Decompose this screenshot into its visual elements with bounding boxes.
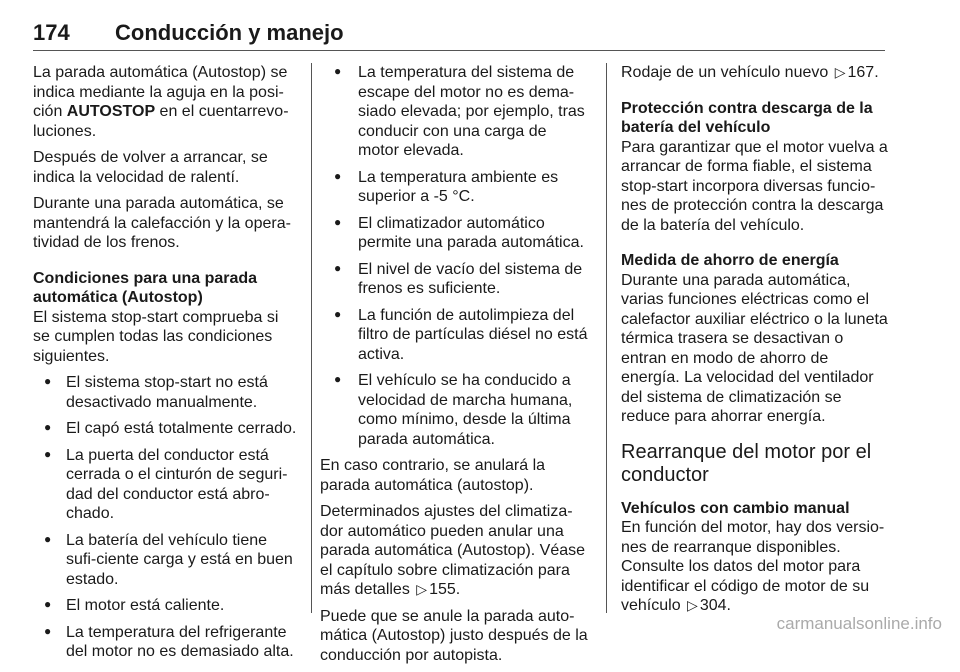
column-3	[621, 63, 889, 623]
column-divider-1	[311, 63, 312, 613]
subheading-manual-transmission: Vehículos con cambio manual	[621, 499, 850, 517]
column-1	[33, 63, 299, 669]
list-item: ● La temperatura del sistema de escape del motor no es dema-siado elevada; por ejemplo, tras conducir con una carga de motor elevada.	[320, 63, 590, 161]
paragraph-heating-brakes: Durante una parada automática, se mantendrá la calefacción y la opera-tividad de los frenos.	[33, 195, 291, 251]
paragraph-system-checks: El sistema stop-start comprueba si se cumplen todas las condiciones siguientes.	[33, 308, 279, 365]
paragraph-autostop-indicator: La parada automática (Autostop) se indica mediante la aguja en la posi-ción AUTOSTOP en el cuentarrevo-luciones.	[33, 64, 289, 140]
subheading-battery-protection: Protección contra descarga de la batería del vehículo	[621, 99, 873, 136]
list-item: ● El nivel de vacío del sistema de frenos es suficiente.	[320, 260, 590, 299]
paragraph-battery-protection: Para garantizar que el motor vuelva a arrancar de forma fiable, el sistema stop-start incorpora diversas funcio-nes de protección contra la descarga de la batería del vehículo.	[621, 138, 888, 234]
column-divider-2	[606, 63, 607, 613]
subheading-energy-saving: Medida de ahorro de energía	[621, 252, 839, 269]
paragraph-climate-settings: Determinados ajustes del climatiza-dor automático pueden anular una parada automática (Autostop). Véase el capítulo sobre climatización para más detalles ▷ 155.	[320, 503, 586, 598]
list-item: ● La temperatura ambiente es superior a -5 °C.	[320, 168, 590, 207]
reference-arrow-icon: ▷	[687, 597, 698, 613]
autostop-label: AUTOSTOP	[66, 103, 156, 120]
column-2	[320, 63, 590, 672]
list-item: ● La puerta del conductor está cerrada o el cinturón de seguri-dad del conductor está abro-chado.	[33, 446, 299, 524]
paragraph-highway: Puede que se anule la parada auto-mática (Autostop) justo después de la conducción por autopista.	[320, 607, 588, 664]
list-item: ● La función de autolimpieza del filtro de partículas diésel no está activa.	[320, 306, 590, 365]
watermark: carmanualsonline.info	[776, 614, 942, 633]
page-number: 174	[33, 20, 70, 45]
list-item: ● El capó está totalmente cerrado.	[33, 419, 299, 439]
list-item: ● La temperatura del refrigerante del motor no es demasiado alta.	[33, 623, 299, 662]
paragraph-break-in: Rodaje de un vehículo nuevo ▷ 167.	[621, 64, 879, 81]
paragraph-restart-versions: En función del motor, hay dos versio-nes de rearranque disponibles. Consulte los datos del motor para identificar el código de motor de su vehículo ▷ 304.	[621, 519, 885, 614]
list-item: ● El motor está caliente.	[33, 596, 299, 616]
reference-arrow-icon: ▷	[834, 64, 846, 80]
reference-arrow-icon: ▷	[416, 581, 428, 597]
paragraph-energy-saving: Durante una parada automática, varias funciones eléctricas como el calefactor auxiliar eléctrico o la luneta térmica trasera se desactivan o entran en modo de ahorro de energía. La velocidad del ventilador del sistema de climatización se reduce para ahorrar energía.	[621, 271, 888, 425]
conditions-list-2	[320, 63, 590, 449]
chapter-title: Conducción y manejo	[115, 20, 344, 45]
section-title-restart: Rearranque del motor por el conductor	[621, 440, 872, 486]
list-item: ● La batería del vehículo tiene sufi-ciente carga y está en buen estado.	[33, 531, 299, 590]
list-item: ● El sistema stop-start no está desactivado manualmente.	[33, 373, 299, 412]
page-reference-link[interactable]: 155.	[429, 581, 461, 598]
subheading-autostop-conditions: Condiciones para una parada automática (Autostop)	[33, 269, 258, 306]
paragraph-otherwise: En caso contrario, se anulará la parada automática (autostop).	[320, 457, 546, 494]
conditions-list-1	[33, 373, 299, 662]
page-reference-link[interactable]: 304.	[699, 597, 731, 614]
paragraph-idle-speed: Después de volver a arrancar, se indica la velocidad de ralentí.	[33, 149, 268, 186]
page-header	[33, 20, 885, 51]
list-item: ● El vehículo se ha conducido a velocidad de marcha humana, como mínimo, desde la última parada automática.	[320, 371, 590, 449]
list-item: ● El climatizador automático permite una parada automática.	[320, 214, 590, 253]
page-reference-link[interactable]: 167.	[847, 64, 879, 81]
